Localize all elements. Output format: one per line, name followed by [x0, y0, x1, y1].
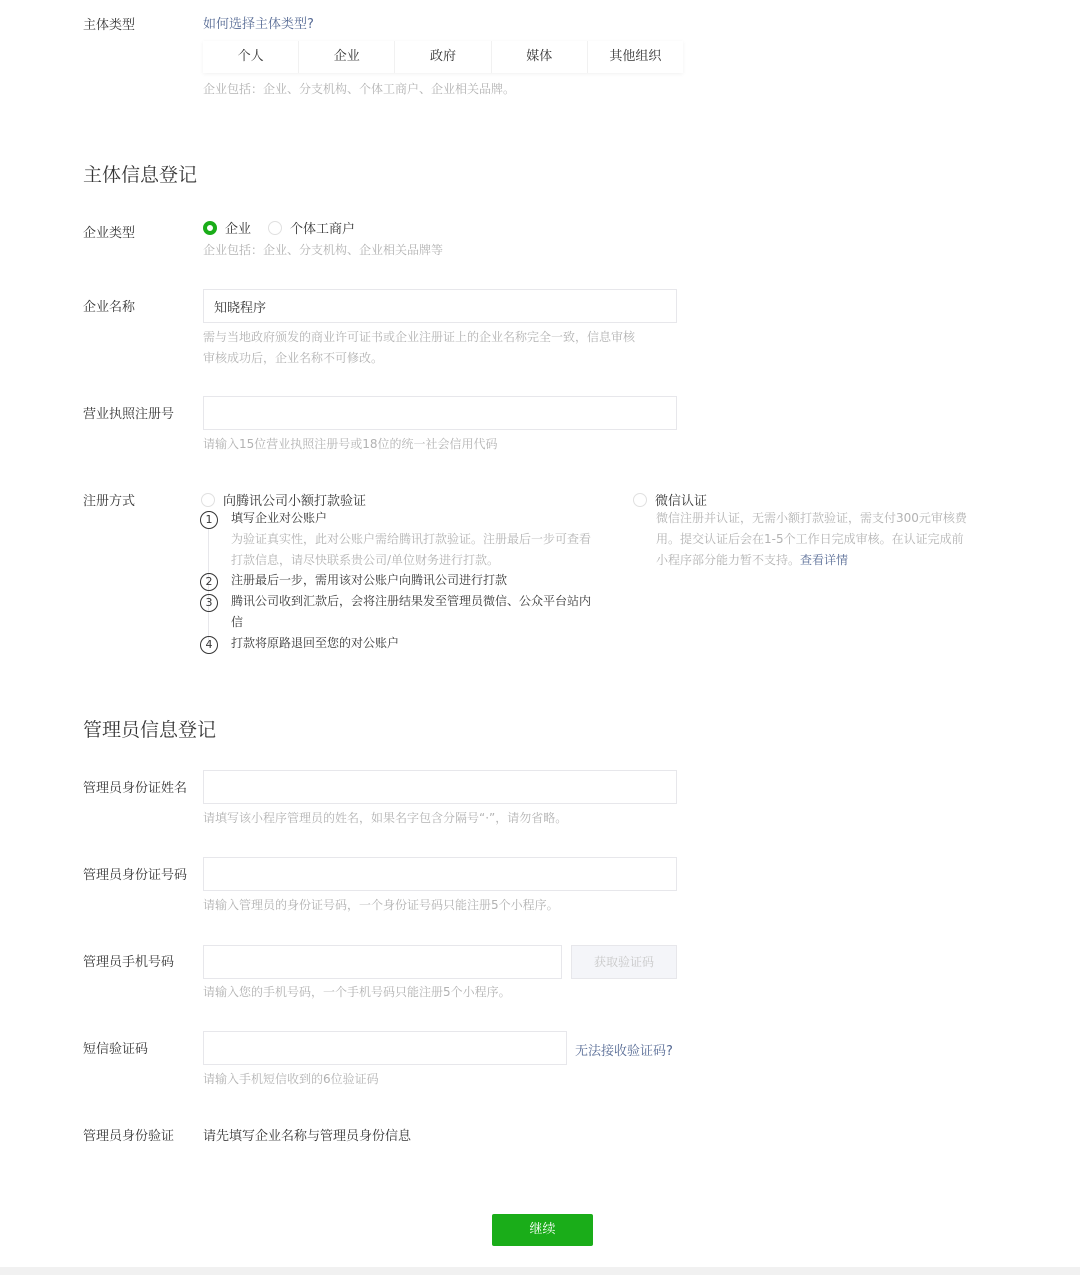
sms-code-tip: 请输入手机短信收到的6位验证码 [203, 1072, 379, 1086]
license-number-tip: 请输入15位营业执照注册号或18位的统一社会信用代码 [203, 437, 498, 451]
step-text-2: 注册最后一步，需用该对公账户向腾讯公司进行打款 [231, 573, 508, 587]
tab-enterprise[interactable]: 企业 [299, 41, 395, 73]
registration-option-wechat[interactable] [633, 490, 707, 509]
admin-id-name-input[interactable] [203, 770, 677, 804]
sms-code-input[interactable] [203, 1031, 567, 1065]
enterprise-type-option-individual[interactable] [268, 218, 355, 237]
registration-option-transfer[interactable] [201, 490, 366, 509]
admin-phone-tip: 请输入您的手机号码，一个手机号码只能注册5个小程序。 [203, 985, 511, 999]
enterprise-name-tip-line1: 需与当地政府颁发的商业许可证书或企业注册证上的企业名称完全一致，信息审核 [203, 330, 636, 344]
enterprise-name-tip-line2: 审核成功后，企业名称不可修改。 [203, 351, 384, 365]
admin-verify-label: 管理员身份验证 [83, 1129, 175, 1144]
enterprise-name-label: 企业名称 [83, 300, 136, 315]
registration-option-transfer-label: 向腾讯公司小额打款验证 [223, 494, 367, 509]
license-number-input[interactable] [203, 396, 677, 430]
wechat-desc-line1: 微信注册并认证，无需小额打款验证，需支付300元审核费 [656, 511, 967, 525]
admin-id-number-tip: 请输入管理员的身份证号码，一个身份证号码只能注册5个小程序。 [203, 898, 559, 912]
step-number-1: 1 [200, 511, 218, 529]
step-number-4: 4 [200, 636, 218, 654]
admin-id-number-input[interactable] [203, 857, 677, 891]
radio-checked-icon [203, 221, 217, 235]
subject-info-section-title: 主体信息登记 [83, 164, 198, 186]
subject-type-tabs [203, 41, 683, 73]
tab-personal[interactable]: 个人 [203, 41, 299, 73]
radio-unchecked-icon [268, 221, 282, 235]
step-1-desc-line1: 为验证真实性，此对公账户需给腾讯打款验证。注册最后一步可查看 [231, 532, 592, 546]
subject-type-tip: 企业包括：企业、分支机构、个体工商户、企业相关品牌。 [203, 82, 516, 96]
tab-media[interactable]: 媒体 [492, 41, 588, 73]
step-text-3-wrap: 信 [231, 615, 244, 629]
radio-unchecked-icon [633, 493, 647, 507]
admin-phone-label: 管理员手机号码 [83, 955, 175, 970]
enterprise-type-option-label: 个体工商户 [290, 222, 356, 237]
admin-info-section-title: 管理员信息登记 [83, 719, 217, 741]
wechat-desc-line3-row [656, 550, 848, 571]
admin-verify-text: 请先填写企业名称与管理员身份信息 [203, 1129, 412, 1144]
step-number-3: 3 [200, 594, 218, 612]
enterprise-type-option-label: 企业 [225, 222, 252, 237]
step-text-3: 腾讯公司收到汇款后，会将注册结果发至管理员微信、公众平台站内 [231, 594, 592, 608]
enterprise-type-option-enterprise[interactable] [203, 218, 251, 237]
enterprise-type-label: 企业类型 [83, 226, 136, 241]
enterprise-type-tip: 企业包括：企业、分支机构、企业相关品牌等 [203, 243, 444, 257]
subject-type-help-link[interactable]: 如何选择主体类型? [203, 17, 314, 32]
wechat-details-link[interactable]: 查看详情 [800, 553, 849, 567]
step-text-1: 填写企业对公账户 [231, 511, 328, 525]
registration-method-label: 注册方式 [83, 494, 136, 509]
admin-id-name-tip: 请填写该小程序管理员的姓名，如果名字包含分隔号“·”，请勿省略。 [203, 811, 568, 825]
step-1-desc-line2: 打款信息，请尽快联系贵公司/单位财务进行打款。 [231, 553, 500, 567]
wechat-desc-line2: 用。提交认证后会在1-5个工作日完成审核。在认证完成前 [656, 532, 964, 546]
registration-option-wechat-label: 微信认证 [655, 494, 708, 509]
step-text-4: 打款将原路退回至您的对公账户 [231, 636, 400, 650]
cannot-receive-code-link[interactable]: 无法接收验证码? [575, 1044, 673, 1059]
get-verification-code-button[interactable]: 获取验证码 [571, 945, 677, 979]
admin-phone-input[interactable] [203, 945, 562, 979]
admin-id-number-label: 管理员身份证号码 [83, 868, 188, 883]
step-number-2: 2 [200, 573, 218, 591]
wechat-desc-line3: 小程序部分能力暂不支持。 [656, 553, 801, 567]
license-number-label: 营业执照注册号 [83, 407, 175, 422]
radio-unchecked-icon [201, 493, 215, 507]
bottom-divider [0, 1267, 1080, 1275]
sms-code-label: 短信验证码 [83, 1042, 149, 1057]
admin-id-name-label: 管理员身份证姓名 [83, 781, 188, 796]
continue-button[interactable]: 继续 [492, 1214, 593, 1246]
tab-government[interactable]: 政府 [395, 41, 491, 73]
tab-other-organization[interactable]: 其他组织 [609, 49, 662, 64]
enterprise-name-input[interactable] [203, 289, 677, 323]
subject-type-label: 主体类型 [83, 18, 136, 33]
